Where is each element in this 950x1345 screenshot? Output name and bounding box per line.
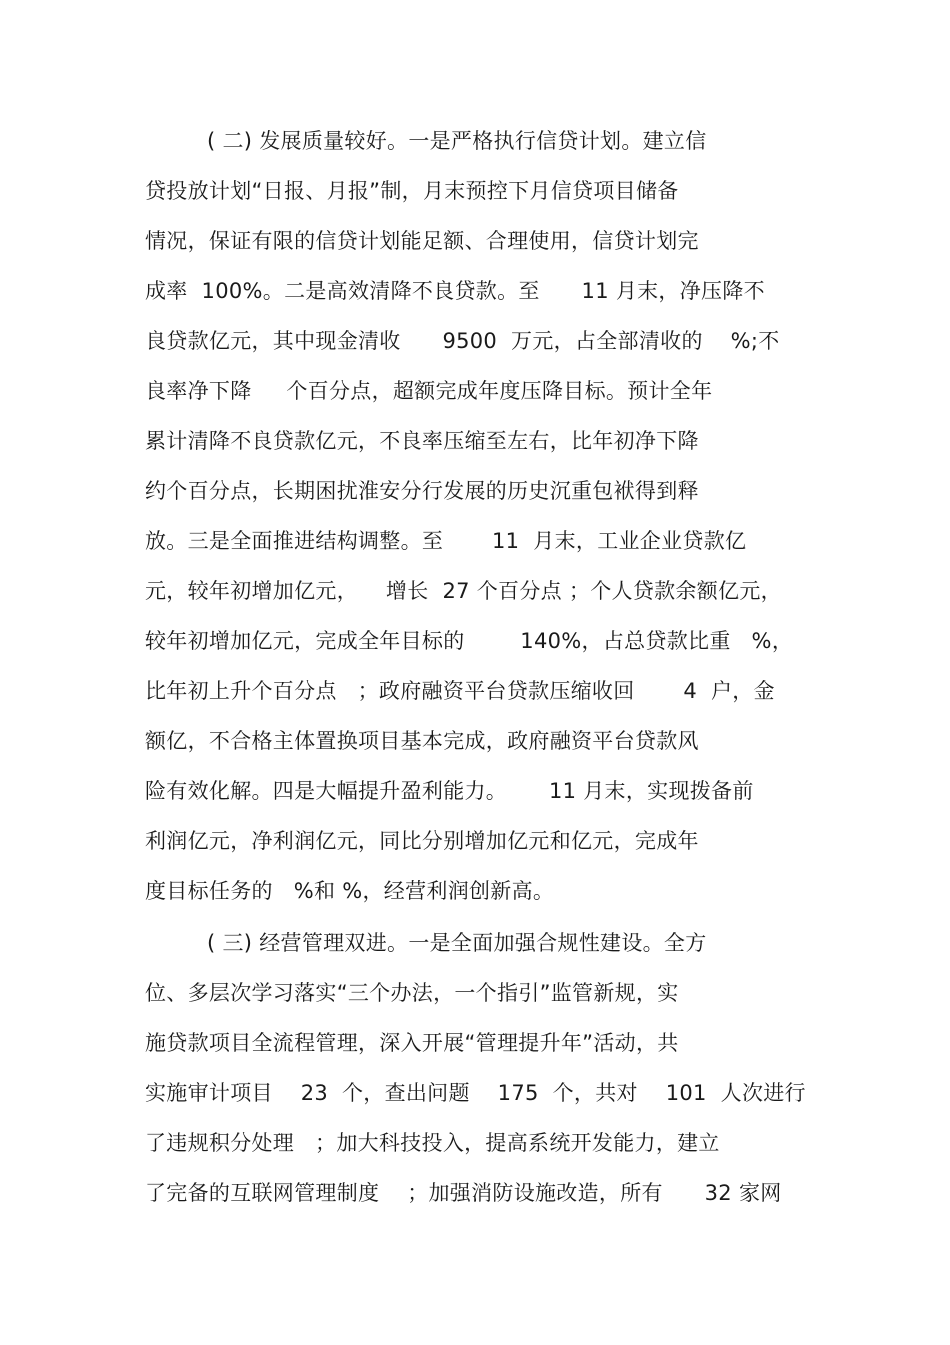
- paragraph-2-line-1: ( 二) 发展质量较好。一是严格执行信贷计划。建立信: [207, 129, 707, 153]
- paragraph-2-line-7: 累计清降不良贷款亿元，不良率压缩至左右，比年初净下降: [145, 429, 699, 453]
- paragraph-3-line-4: 实施审计项目 23 个，查出问题 175 个，共对 101 人次进行: [145, 1081, 806, 1105]
- paragraph-3-line-5: 了违规积分处理 ；加大科技投入，提高系统开发能力，建立: [145, 1131, 720, 1155]
- paragraph-2-line-2: 贷投放计划“日报、月报”制，月末预控下月信贷项目储备: [145, 179, 679, 203]
- paragraph-3-line-1: ( 三) 经营管理双进。一是全面加强合规性建设。全方: [207, 931, 707, 955]
- paragraph-2-line-15: 利润亿元，净利润亿元，同比分别增加亿元和亿元，完成年: [145, 829, 699, 853]
- paragraph-2-line-9: 放。三是全面推进结构调整。至 11 月末，工业企业贷款亿: [145, 529, 747, 553]
- paragraph-2-line-11: 较年初增加亿元，完成全年目标的 140%，占总贷款比重 %，: [145, 629, 794, 653]
- paragraph-2-line-5: 良贷款亿元，其中现金清收 9500 万元，占全部清收的 %;不: [145, 329, 780, 353]
- paragraph-2-line-8: 约个百分点，长期困扰淮安分行发展的历史沉重包袱得到释: [145, 479, 699, 503]
- paragraph-2-line-3: 情况，保证有限的信贷计划能足额、合理使用，信贷计划完: [145, 229, 699, 253]
- paragraph-2-line-14: 险有效化解。四是大幅提升盈利能力。 11 月末，实现拨备前: [145, 779, 754, 803]
- paragraph-2-line-10: 元，较年初增加亿元， 增长 27 个百分点 ；个人贷款余额亿元，: [145, 579, 782, 603]
- paragraph-2-line-12: 比年初上升个百分点 ；政府融资平台贷款压缩收回 4 户，金: [145, 679, 775, 703]
- paragraph-3-line-6: 了完备的互联网管理制度 ；加强消防设施改造，所有 32 家网: [145, 1181, 782, 1205]
- paragraph-3-line-2: 位、多层次学习落实“三个办法，一个指引”监管新规，实: [145, 981, 679, 1005]
- paragraph-2-line-13: 额亿，不合格主体置换项目基本完成，政府融资平台贷款风: [145, 729, 699, 753]
- paragraph-2-line-4: 成率 100%。二是高效清降不良贷款。至 11 月末，净压降不: [145, 279, 765, 303]
- paragraph-2-line-6: 良率净下降 个百分点，超额完成年度压降目标。预计全年: [145, 379, 713, 403]
- paragraph-2-line-16: 度目标任务的 %和 %，经营利润创新高。: [145, 879, 555, 903]
- paragraph-3-line-3: 施贷款项目全流程管理，深入开展“管理提升年”活动，共: [145, 1031, 679, 1055]
